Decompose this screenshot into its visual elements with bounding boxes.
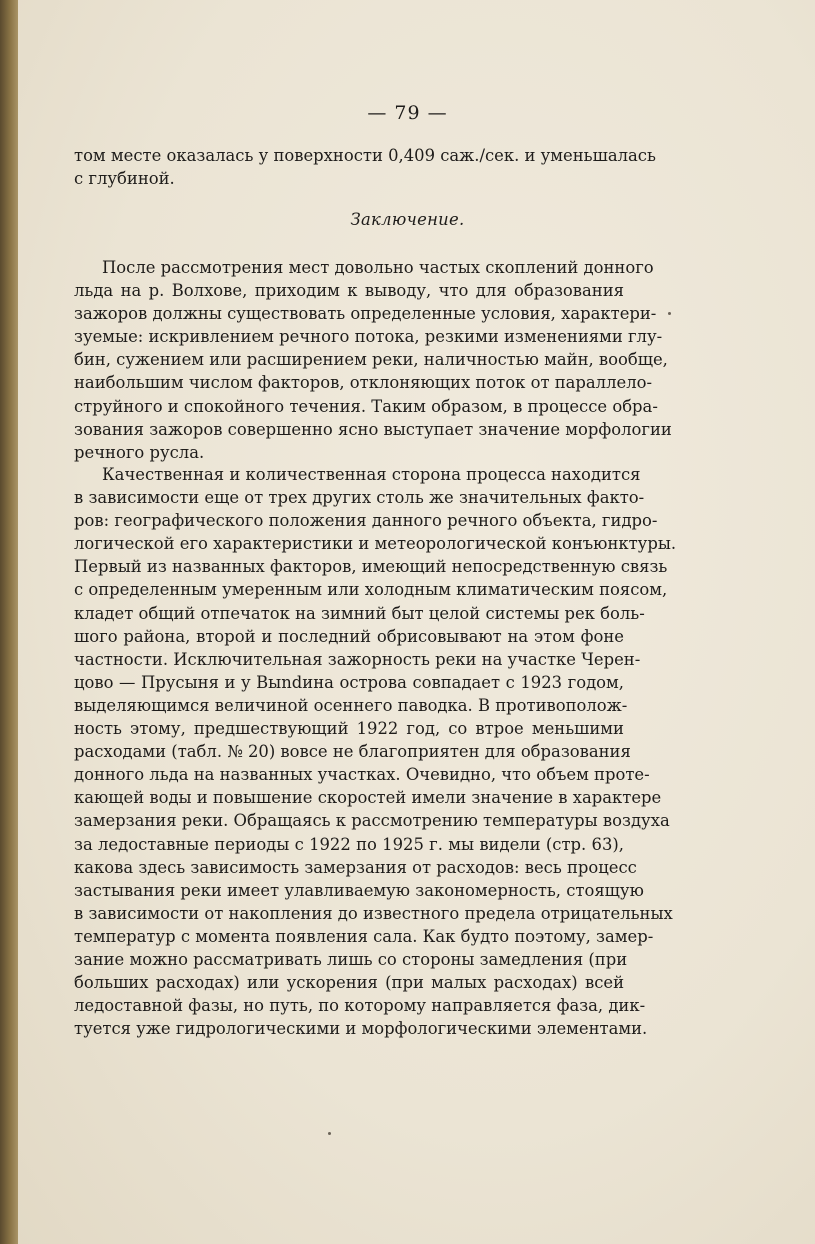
text-line: том месте оказалась у поверхности 0,409 саж./сек. и уменьшалась xyxy=(74,146,656,165)
text-line: туется уже гидрологическими и морфологическими элементами. xyxy=(74,1019,648,1039)
text-line: ров: географического положения данного речного объекта, гидро- xyxy=(74,511,658,531)
text-line: логической его характеристики и метеорологической конъюнктуры. xyxy=(74,534,677,554)
intro-text xyxy=(74,144,656,190)
text-line: частности. Исключительная зажорность реки на участке Черен- xyxy=(74,649,641,669)
text-line: После рассмотрения мест довольно частых скоплений донного xyxy=(102,258,654,277)
text-line: шого района, второй и последний обрисовывают на этом фоне xyxy=(74,626,624,646)
text-line: с глубиной. xyxy=(74,169,175,189)
text-line: в зависимости от накопления до известного предела отрицательных xyxy=(74,903,673,923)
text-line: температур с момента появления сала. Как будто поэтому, замер- xyxy=(74,926,654,946)
text-line: струйного и спокойного течения. Таким образом, в процессе обра- xyxy=(74,396,658,416)
text-line: за ледоставные периоды с 1922 по 1925 г. мы видели (стр. 63), xyxy=(74,834,624,854)
text-line: цово — Прусыня и у Выndина острова совпадает с 1923 годом, xyxy=(74,672,624,692)
text-line: ность этому, предшествующий 1922 год, со втрое меньшими xyxy=(74,719,624,739)
text-line: расходами (табл. № 20) вовсе не благоприятен для образования xyxy=(74,742,631,762)
paper-speck xyxy=(668,312,671,315)
text-line: льда на р. Волхове, приходим к выводу, что для образования xyxy=(74,281,624,301)
paragraph-1 xyxy=(74,256,672,464)
text-line: замерзания реки. Обращаясь к рассмотрению температуры воздуха xyxy=(74,811,670,831)
text-line: больших расходах) или ускорения (при малых расходах) всей xyxy=(74,973,624,993)
paper-speck xyxy=(328,1132,331,1135)
page-number: — 79 — xyxy=(367,102,448,124)
text-line: зования зажоров совершенно ясно выступает значение морфологии xyxy=(74,419,672,439)
text-line: ледоставной фазы, но путь, по которому направляется фаза, дик- xyxy=(74,996,646,1016)
text-line: зажоров должны существовать определенные условия, характери- xyxy=(74,304,657,324)
text-line: выделяющимся величиной осеннего паводка. В противополож- xyxy=(74,695,628,715)
text-line: Первый из названных факторов, имеющий непосредственную связь xyxy=(74,557,668,577)
text-line: бин, сужением или расширением реки, наличностью майн, вообще, xyxy=(74,350,668,370)
text-line: кающей воды и повышение скоростей имели значение в характере xyxy=(74,788,662,808)
text-line: в зависимости еще от трех других столь же значительных факто- xyxy=(74,488,645,508)
text-line: зуемые: искривлением речного потока, резкими изменениями глу- xyxy=(74,327,663,347)
text-line: донного льда на названных участках. Очевидно, что объем проте- xyxy=(74,765,650,785)
section-heading: Заключение. xyxy=(350,210,465,229)
text-line: кладет общий отпечаток на зимний быт целой системы рек боль- xyxy=(74,603,645,623)
text-line: с определенным умеренным или холодным климатическим поясом, xyxy=(74,580,668,600)
text-line: зание можно рассматривать лишь со стороны замедления (при xyxy=(74,949,628,969)
paragraph-2 xyxy=(74,463,677,1040)
text-line: речного русла. xyxy=(74,442,205,462)
text-line: какова здесь зависимость замерзания от расходов: весь процесс xyxy=(74,857,637,877)
text-line: наибольшим числом факторов, отклоняющих поток от параллело- xyxy=(74,373,653,393)
text-line: Качественная и количественная сторона процесса находится xyxy=(102,465,641,484)
text-line: застывания реки имеет улавливаемую закономерность, стоящую xyxy=(74,880,644,900)
